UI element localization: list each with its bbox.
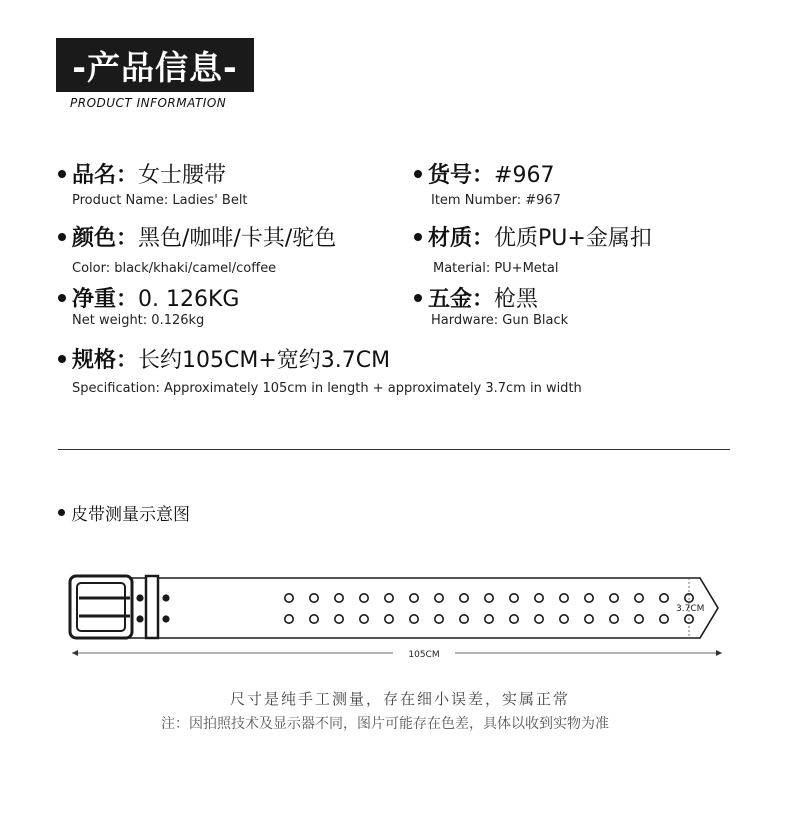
belt-hole: [535, 615, 543, 623]
belt-hole: [310, 615, 318, 623]
spec-item-value: #967: [494, 163, 555, 188]
belt-hole: [585, 594, 593, 602]
belt-hole: [310, 594, 318, 602]
width-label: 3.7CM: [676, 604, 705, 614]
spec-weight: [58, 282, 239, 313]
belt-hole: [335, 615, 343, 623]
belt-hole: [435, 615, 443, 623]
belt-hole: [460, 594, 468, 602]
spec-weight-en: Net weight: 0.126kg: [72, 313, 205, 328]
rivet-icon: [136, 615, 143, 622]
bullet-icon: [414, 170, 422, 178]
bullet-icon: [414, 233, 422, 241]
belt-hole: [585, 615, 593, 623]
belt-hole: [535, 594, 543, 602]
spec-material-value: 优质PU+金属扣: [494, 226, 652, 251]
spec-material-label: 材质：: [428, 226, 495, 251]
spec-color: [58, 221, 336, 252]
color-disclaimer: 注：因拍照技术及显示器不同，图片可能存在色差，具体以收到实物为准: [161, 716, 609, 732]
belt-hole: [410, 594, 418, 602]
belt-strap: [100, 578, 718, 638]
spec-color-en: Color: black/khaki/camel/coffee: [72, 261, 277, 276]
spec-weight-label: 净重：: [72, 287, 139, 312]
belt-holes: [285, 594, 693, 623]
belt-keeper: [146, 576, 158, 638]
belt-hole: [610, 615, 618, 623]
spec-name: [58, 158, 226, 189]
belt-hole: [285, 615, 293, 623]
belt-hole: [460, 615, 468, 623]
spec-name-en: Product Name: Ladies' Belt: [72, 193, 248, 208]
spec-color-value: 黑色/咖啡/卡其/驼色: [138, 226, 337, 251]
spec-color-label: 颜色：: [72, 226, 139, 251]
belt-hole: [510, 615, 518, 623]
belt-hole: [610, 594, 618, 602]
spec-item-label: 货号：: [428, 163, 495, 188]
spec-size-en: Specification: Approximately 105cm in length + approximately 3.7cm in width: [72, 381, 582, 396]
bullet-icon: [414, 294, 422, 302]
spec-size-label: 规格：: [72, 348, 139, 373]
spec-hardware-value: 枪黑: [494, 287, 539, 312]
belt-diagram: [0, 560, 800, 670]
spec-size: [58, 343, 390, 374]
arrow-right-icon: [716, 650, 722, 656]
belt-hole: [635, 594, 643, 602]
belt-hole: [660, 615, 668, 623]
spec-material: [414, 221, 652, 252]
rivet-icon: [162, 594, 169, 601]
arrow-left-icon: [72, 650, 78, 656]
belt-hole: [410, 615, 418, 623]
diagram-title: 皮带测量示意图: [71, 505, 190, 525]
spec-name-value: 女士腰带: [138, 163, 227, 188]
belt-hole: [385, 594, 393, 602]
bullet-icon: [58, 355, 66, 363]
bullet-icon: [58, 233, 66, 241]
belt-hole: [560, 615, 568, 623]
bullet-icon: [58, 509, 65, 516]
rivet-icon: [162, 615, 169, 622]
belt-hole: [560, 594, 568, 602]
spec-material-en: Material: PU+Metal: [433, 261, 559, 276]
spec-size-value: 长约105CM+宽约3.7CM: [138, 348, 391, 373]
spec-hardware-label: 五金：: [428, 287, 495, 312]
belt-hole: [485, 594, 493, 602]
spec-hardware: [414, 282, 538, 313]
belt-hole: [385, 615, 393, 623]
belt-hole: [660, 594, 668, 602]
spec-item: [414, 158, 554, 189]
rivet-icon: [136, 594, 143, 601]
belt-hole: [360, 615, 368, 623]
belt-hole: [360, 594, 368, 602]
belt-hole: [485, 615, 493, 623]
belt-hole: [510, 594, 518, 602]
buckle-icon: [70, 576, 132, 638]
belt-hole: [435, 594, 443, 602]
bullet-icon: [58, 170, 66, 178]
spec-name-label: 品名：: [72, 163, 139, 188]
bullet-icon: [58, 294, 66, 302]
measurement-note: 尺寸是纯手工测量，存在细小误差，实属正常: [229, 690, 570, 708]
header-subtitle: PRODUCT INFORMATION: [70, 96, 227, 110]
section-divider: [58, 449, 730, 450]
spec-hardware-en: Hardware: Gun Black: [431, 313, 569, 328]
diagram-section-title: [58, 500, 190, 525]
length-label: 105CM: [408, 650, 440, 660]
belt-hole: [335, 594, 343, 602]
belt-hole: [285, 594, 293, 602]
header-title: -产品信息-: [72, 47, 238, 87]
header-title-box: [56, 38, 254, 92]
belt-hole: [635, 615, 643, 623]
spec-item-en: Item Number: #967: [431, 193, 561, 208]
spec-weight-value: 0. 126KG: [138, 287, 240, 312]
